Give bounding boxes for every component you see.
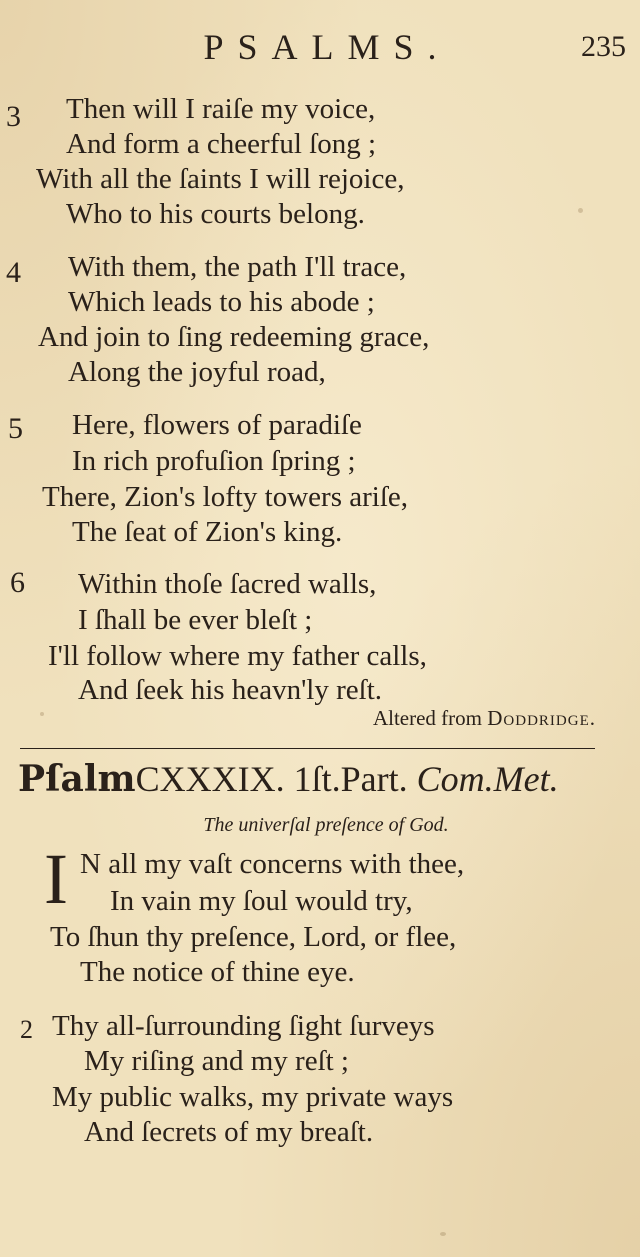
paper-blemish [440,1232,446,1236]
psalm-number: CXXXIX. 1ſt.Part. [135,759,408,799]
paper-blemish [578,208,583,213]
page-header [0,22,640,72]
stanza-number: 3 [6,100,21,133]
verse-line: My riſing and my reſt ; [84,1045,349,1077]
verse-line: Which leads to his abode ; [68,286,375,318]
attribution [373,706,596,731]
verse-line: And join to ſing redeeming grace, [38,321,430,353]
verse-line: Thy all-ſurrounding ſight ſurveys [52,1010,435,1042]
verse-line: Along the joyful road, [68,356,326,388]
verse-line: And form a cheerful ſong ; [66,128,377,160]
stanza-number: 6 [10,566,25,599]
verse-line: Here, flowers of paradiſe [72,409,362,441]
verse-line: To ſhun thy preſence, Lord, or flee, [50,921,457,953]
verse-line: The ſeat of Zion's king. [72,516,343,548]
stanza-number: 2 [20,1015,33,1044]
psalm-heading [18,758,559,800]
verse-line: And ſecrets of my breaſt. [84,1116,374,1148]
verse-line: With all the ſaints I will rejoice, [36,163,405,195]
drop-cap: I [44,839,68,919]
verse-line: In rich profuſion ſpring ; [72,445,356,477]
verse-line: N all my vaſt concerns with thee, [80,848,465,880]
running-title: PSALMS. [203,27,451,67]
verse-line: I ſhall be ever bleſt ; [78,604,313,636]
verse-line: There, Zion's lofty towers ariſe, [42,481,408,513]
section-divider [20,748,595,749]
verse-line: Then will I raiſe my voice, [66,93,376,125]
verse-line: And ſeek his heavn'ly reſt. [78,674,383,706]
verse-line: Within thoſe ſacred walls, [78,568,377,600]
paper-blemish [40,712,44,716]
psalm-meter: Com.Met. [416,759,559,799]
verse-line: I'll follow where my father calls, [48,640,427,672]
attribution-name: Doddridge. [487,706,596,730]
page-number: 235 [581,30,626,63]
psalm-subtitle: The univerſal preſence of God. [203,814,449,836]
verse-line: The notice of thine eye. [80,956,355,988]
psalm-word: Pſalm [18,758,136,800]
stanza-number: 5 [8,412,23,445]
verse-line: Who to his courts belong. [66,198,365,230]
verse-line: In vain my ſoul would try, [110,885,413,917]
verse-line: My public walks, my private ways [52,1081,454,1113]
stanza-number: 4 [6,256,21,289]
verse-line: With them, the path I'll trace, [68,251,407,283]
attribution-prefix: Altered from [372,706,482,730]
